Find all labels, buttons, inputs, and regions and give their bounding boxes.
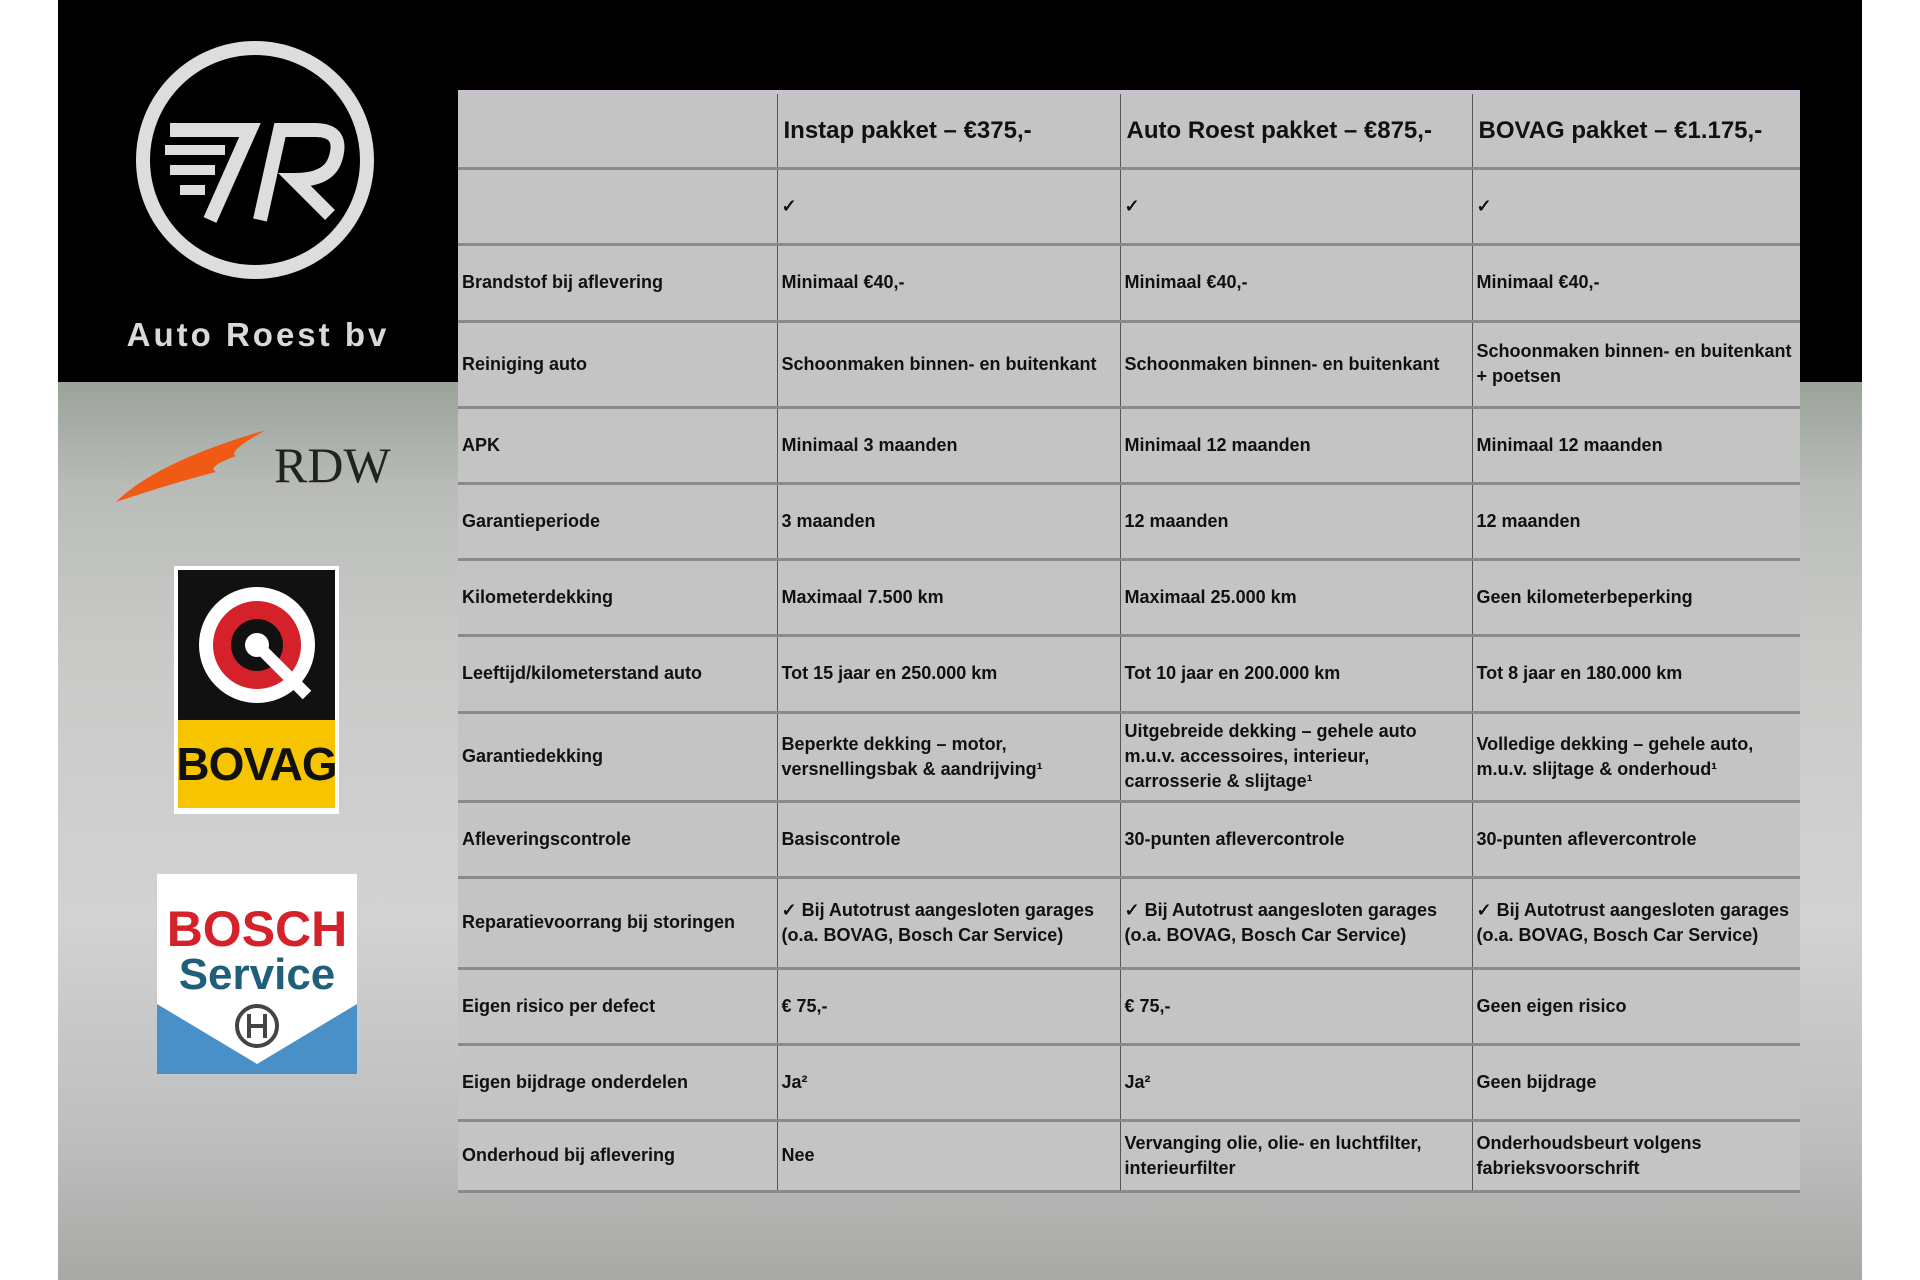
row-label: Leeftijd/kilometerstand auto: [458, 635, 777, 712]
table-row: [458, 321, 1800, 407]
table-row: [458, 877, 1800, 968]
table-cell: Geen bijdrage: [1472, 1044, 1800, 1120]
row-label: Garantiedekking: [458, 712, 777, 801]
row-label: Onderhoud bij aflevering: [458, 1120, 777, 1191]
table-cell: Basiscontrole: [777, 801, 1120, 877]
table-row: [458, 801, 1800, 877]
header-empty: [458, 92, 777, 168]
table-header-row: [458, 92, 1800, 168]
table-row: [458, 559, 1800, 635]
table-row: [458, 483, 1800, 559]
table-cell: ✓ Bij Autotrust aangesloten garages (o.a. BOVAG, Bosch Car Service): [777, 877, 1120, 968]
table-cell: 12 maanden: [1472, 483, 1800, 559]
table-cell: Minimaal €40,-: [1120, 244, 1472, 321]
table-cell: ✓ Bij Autotrust aangesloten garages (o.a. BOVAG, Bosch Car Service): [1120, 877, 1472, 968]
table-cell: Maximaal 25.000 km: [1120, 559, 1472, 635]
table-row: [458, 1120, 1800, 1191]
table-row: [458, 407, 1800, 483]
service-text: Service: [178, 950, 336, 999]
table-cell: Maximaal 7.500 km: [777, 559, 1120, 635]
row-label: Afleveringscontrole: [458, 801, 777, 877]
row-label: Reparatievoorrang bij storingen: [458, 877, 777, 968]
row-label: APK: [458, 407, 777, 483]
table-cell: Geen eigen risico: [1472, 968, 1800, 1044]
row-label: Eigen risico per defect: [458, 968, 777, 1044]
row-label: Brandstof bij aflevering: [458, 244, 777, 321]
bosch-text: BOSCH: [166, 901, 348, 957]
table-cell: Ja²: [777, 1044, 1120, 1120]
table-cell: Beperkte dekking – motor, versnellingsbak & aandrijving¹: [777, 712, 1120, 801]
table-cell: Geen kilometerbeperking: [1472, 559, 1800, 635]
table-row: [458, 244, 1800, 321]
row-label: Eigen bijdrage onderdelen: [458, 1044, 777, 1120]
table-cell: Schoonmaken binnen- en buitenkant: [1120, 321, 1472, 407]
table-row: [458, 968, 1800, 1044]
auto-roest-logo: [130, 35, 380, 285]
table-cell: Minimaal €40,-: [777, 244, 1120, 321]
table-cell: Schoonmaken binnen- en buitenkant + poetsen: [1472, 321, 1800, 407]
row-label: [458, 168, 777, 244]
table-cell: ✓: [1120, 168, 1472, 244]
table-row: [458, 712, 1800, 801]
bovag-logo: [174, 566, 339, 814]
header-instap: Instap pakket – €375,-: [777, 92, 1120, 168]
table-cell: 30-punten aflevercontrole: [1120, 801, 1472, 877]
table-cell: ✓ Bij Autotrust aangesloten garages (o.a. BOVAG, Bosch Car Service): [1472, 877, 1800, 968]
table-cell: Volledige dekking – gehele auto, m.u.v. slijtage & onderhoud¹: [1472, 712, 1800, 801]
table-cell: Vervanging olie, olie- en luchtfilter, interieurfilter: [1120, 1120, 1472, 1191]
bovag-emblem-icon: [192, 580, 322, 710]
header-bovag: BOVAG pakket – €1.175,-: [1472, 92, 1800, 168]
row-label: Garantieperiode: [458, 483, 777, 559]
table-row: [458, 635, 1800, 712]
rdw-wing-icon: [116, 422, 276, 504]
bosch-service-logo: [157, 874, 357, 1074]
table-cell: 3 maanden: [777, 483, 1120, 559]
table-cell: Schoonmaken binnen- en buitenkant: [777, 321, 1120, 407]
table-cell: Uitgebreide dekking – gehele auto m.u.v. accessoires, interieur, carrosserie & slijtage¹: [1120, 712, 1472, 801]
table-row: [458, 1044, 1800, 1120]
table-cell: 12 maanden: [1120, 483, 1472, 559]
table-row: [458, 168, 1800, 244]
table-cell: € 75,-: [1120, 968, 1472, 1044]
table-cell: Tot 10 jaar en 200.000 km: [1120, 635, 1472, 712]
table-cell: Ja²: [1120, 1044, 1472, 1120]
table-cell: Nee: [777, 1120, 1120, 1191]
table-cell: ✓: [777, 168, 1120, 244]
table-cell: ✓: [1472, 168, 1800, 244]
table-cell: Minimaal 3 maanden: [777, 407, 1120, 483]
table-cell: Tot 8 jaar en 180.000 km: [1472, 635, 1800, 712]
table-cell: Tot 15 jaar en 250.000 km: [777, 635, 1120, 712]
package-comparison-table: [458, 90, 1800, 1193]
rdw-logo: [116, 422, 396, 504]
table-cell: Minimaal 12 maanden: [1472, 407, 1800, 483]
table-cell: Minimaal 12 maanden: [1120, 407, 1472, 483]
table-cell: 30-punten aflevercontrole: [1472, 801, 1800, 877]
rdw-text: RDW: [274, 437, 391, 493]
header-auto-roest: Auto Roest pakket – €875,-: [1120, 92, 1472, 168]
table-cell: Minimaal €40,-: [1472, 244, 1800, 321]
bovag-text: BOVAG: [178, 720, 335, 808]
row-label: Reiniging auto: [458, 321, 777, 407]
row-label: Kilometerdekking: [458, 559, 777, 635]
table-cell: € 75,-: [777, 968, 1120, 1044]
brand-name: Auto Roest bv: [126, 316, 390, 353]
table-cell: Onderhoudsbeurt volgens fabrieksvoorschrift: [1472, 1120, 1800, 1191]
